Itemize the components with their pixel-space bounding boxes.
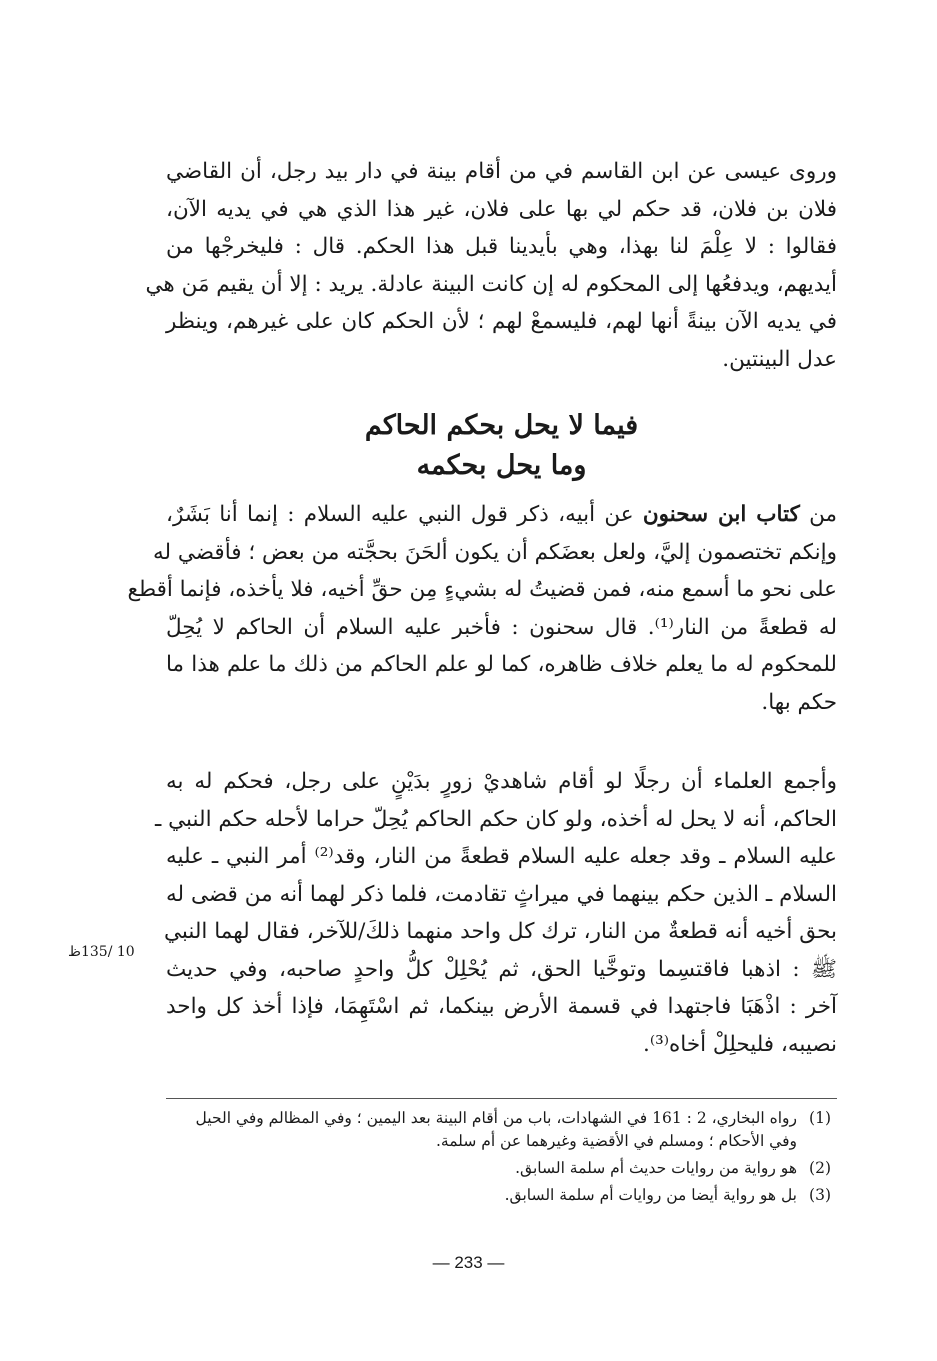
paragraph-2-line: وإنكم تختصمون إليَّ، ولعل بعضَكم أن يكون ألحَنَ بحجَّته من بعض ؛ فأقضي له — [152, 539, 837, 565]
manuscript-folio-reference: 10 /135ظ — [68, 944, 135, 960]
paragraph-2-line: حكم بها. — [761, 689, 837, 715]
paragraph-2 — [127, 496, 837, 721]
paragraph-1-line: فلان بن فلان، قد حكم لي بها على فلان، غير هذا الذي هي في يديه الآن، — [166, 196, 837, 222]
paragraph-2-line: له قطعةً من النار⁽¹⁾. قال سحنون : فأخبر عليه السلام أن الحاكم لا يُحِلّ — [166, 614, 837, 640]
paragraph-3-line: ﷺ : اذهبا فاقتسِما وتوخَّيا الحق، ثم يُحْلِلْ كلُّ واحدٍ صاحبه، وفي حديث — [166, 956, 837, 982]
paragraph-3-line: وأجمع العلماء أن رجلًا لو أقام شاهديْ زورٍ بدَيْنٍ على رجل، فحكم له به — [166, 769, 837, 794]
paragraph-3-line: نصيبه، فليحلِلْ أخاه⁽³⁾. — [642, 1031, 837, 1057]
footnote-number: (3) — [809, 1186, 831, 1204]
footnote-text: بل هو رواية أيضا من روايات أم سلمة السابق. — [504, 1186, 797, 1204]
footnote-number: (2) — [809, 1159, 831, 1177]
section-heading-line-2: وما يحل بحكمه — [416, 450, 587, 481]
paragraph-1-line: عدل البينتين. — [722, 346, 837, 372]
source-title: كتاب ابن سحنون — [642, 502, 800, 527]
paragraph-3-line: الحاكم، أنه لا يحل له أخذه، ولو كان حكم الحاكم يُحِلّ حراما لأحله حكم النبي ـ — [155, 806, 837, 832]
paragraph-2-lead: من — [799, 502, 837, 527]
paragraph-1-line: أيديهم، ويدفعُها إلى المحكوم له إن كانت البينة عادلة. يريد : إلا أن يقيم مَن هي — [145, 271, 837, 297]
paragraph-3-line: بحق أخيه أنه قطعةٌ من النار، ترك كل واحد منهما ذلكَ/للآخر، فقال لهما النبي — [163, 919, 837, 944]
paragraph-1-line: فقالوا : لا عِلْمَ لنا بهذا، وهي بأيدينا قبل هذا الحكم. قال : فليخرجْها من — [166, 234, 837, 259]
paragraph-3-line: عليه السلام ـ وقد جعله عليه السلام قطعةً من النار، وقد⁽²⁾ أمر النبي ـ عليه — [166, 844, 838, 869]
footnote-number: (1) — [809, 1109, 831, 1127]
paragraph-1 — [145, 153, 837, 378]
footnote-item — [166, 1184, 837, 1207]
footnotes — [166, 1107, 837, 1211]
section-heading-line-1: فيما لا يحل بحكم الحاكم — [364, 410, 639, 441]
paragraph-1-line: في يديه الآن بينةً أنها لهم، فليسمعْ لهم ؛ لأن الحكم كان على غيرهم، وينظر — [166, 309, 837, 334]
page-number: — 233 — — [432, 1253, 505, 1272]
paragraph-2-line: على نحو ما أسمع منه، فمن قضيتُ له بشيءٍ مِن حقِّ أخيه، فلا يأخذه، فإنما أقطع — [127, 577, 837, 602]
footnote-separator — [166, 1098, 837, 1099]
paragraph-2-line: للمحكوم له ما يعلم خلاف ظاهره، كما لو علم الحاكم من ذلك ما علم هذا ما — [166, 652, 837, 677]
footnote-item — [166, 1107, 837, 1153]
footnote-text: رواه البخاري، 2 : 161 في الشهادات، باب من أقام البينة بعد اليمين ؛ وفي المظالم وفي الحيل وفي الأحكام ؛ ومسلم في الأقضية وغيرهما عن أم سلمة. — [195, 1109, 797, 1150]
section-heading — [166, 406, 837, 486]
paragraph-3-line: السلام ـ الذين حكم بينهما في ميراثٍ تقادمت، فلما ذكر لهما أنه من قضى له — [166, 881, 837, 907]
paragraph-2-line — [166, 496, 837, 534]
paragraph-1-line: وروى عيسى عن ابن القاسم في من أقام بينة في دار بيد رجل، أن القاضي — [166, 159, 837, 184]
paragraph-3-line: آخر : اذْهَبَا فاجتهدا في قسمة الأرض بينكما، ثم اسْتَهِمَا، فإذا أخذ كل واحد — [166, 994, 837, 1019]
footnote-text: هو رواية من روايات حديث أم سلمة السابق. — [515, 1159, 797, 1177]
paragraph-3 — [155, 763, 838, 1063]
paragraph-2-line-1-rest: عن أبيه، ذكر قول النبي عليه السلام : إنما أنا بَشَرٌ، — [166, 502, 643, 527]
footnote-item — [166, 1157, 837, 1180]
